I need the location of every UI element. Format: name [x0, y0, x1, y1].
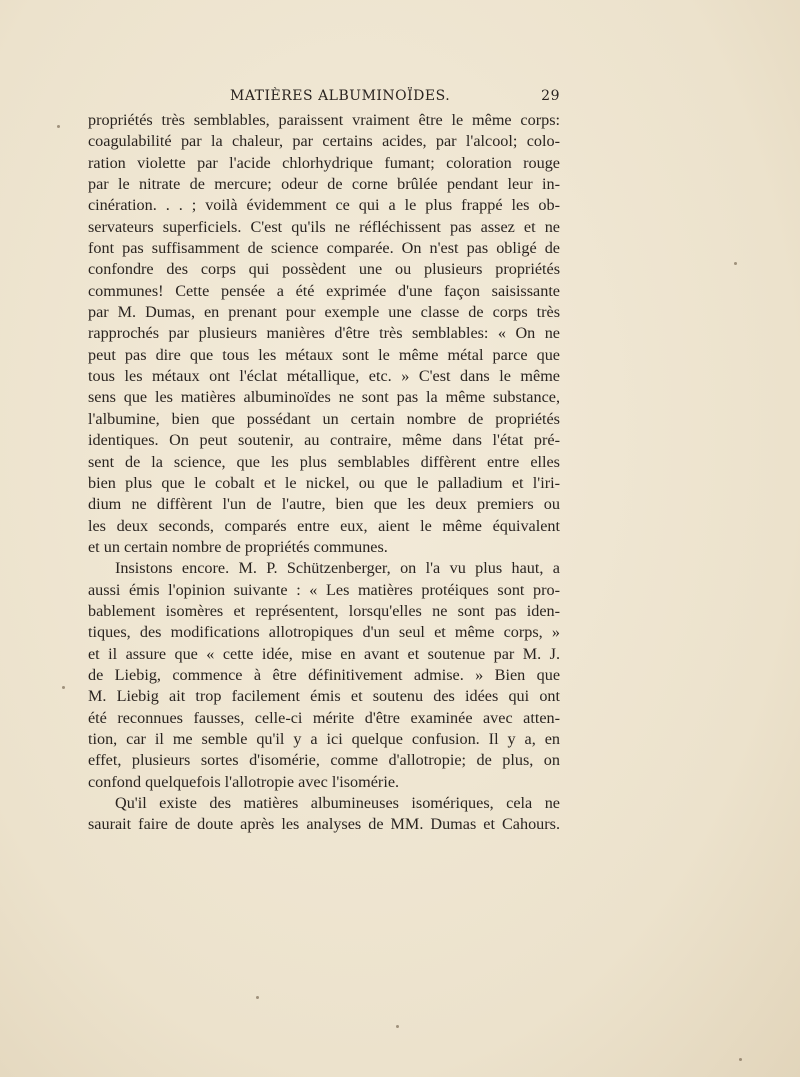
paper-speck [396, 1025, 399, 1028]
page-header [88, 88, 560, 108]
text-line: aussi émis l'opinion suivante : « Les matières protéiques sont pro- [88, 580, 560, 599]
running-head: MATIÈRES ALBUMINOÏDES. [230, 88, 451, 104]
paper-speck [57, 125, 60, 128]
text-line: et il assure que « cette idée, mise en avant et soutenue par M. J. [88, 644, 560, 663]
paper-speck [739, 1058, 742, 1061]
text-line: de Liebig, commence à être définitivement admise. » Bien que [88, 665, 560, 684]
text-line: confond quelquefois l'allotropie avec l'isomérie. [88, 772, 400, 791]
text-line: sens que les matières albuminoïdes ne sont pas la même substance, [88, 388, 560, 407]
text-line: propriétés très semblables, paraissent vraiment être le même corps: [88, 111, 560, 129]
text-line: bablement isomères et représentent, lorsqu'elles ne sont pas iden- [88, 601, 560, 620]
text-line: dium ne diffèrent l'un de l'autre, bien que les deux premiers ou [88, 495, 560, 514]
text-line: peut pas dire que tous les métaux sont le même métal parce que [88, 345, 560, 364]
text-line: les deux seconds, comparés entre eux, aient le même équivalent [88, 516, 560, 535]
text-line: Insistons encore. M. P. Schützenberger, on l'a vu plus haut, a [115, 559, 560, 578]
text-line: par le nitrate de mercure; odeur de corne brûlée pendant leur in- [88, 175, 560, 194]
text-line: font pas suffisamment de science comparée. On n'est pas obligé de [88, 239, 560, 258]
text-line: été reconnues fausses, celle-ci mérite d'être examinée avec atten- [88, 708, 560, 727]
text-line: M. Liebig ait trop facilement émis et soutenu des idées qui ont [88, 687, 560, 706]
text-line: l'albumine, bien que possédant un certain nombre de propriétés [88, 409, 560, 428]
paper-speck [256, 996, 259, 999]
text-line: tiques, des modifications allotropiques d'un seul et même corps, » [88, 623, 560, 642]
text-line: communes! Cette pensée a été exprimée d'une façon saisissante [88, 281, 560, 300]
page-number: 29 [541, 88, 560, 104]
text-line: ration violette par l'acide chlorhydrique fumant; coloration rouge [88, 153, 560, 172]
text-line: par M. Dumas, en prenant pour exemple une classe de corps très [88, 303, 560, 322]
text-line: tion, car il me semble qu'il y a ici quelque confusion. Il y a, en [88, 729, 560, 748]
text-line: bien plus que le cobalt et le nickel, ou que le palladium et l'iri- [88, 473, 560, 492]
text-line: tous les métaux ont l'éclat métallique, etc. » C'est dans le même [88, 367, 560, 386]
text-line: coagulabilité par la chaleur, par certains acides, par l'alcool; colo- [88, 132, 560, 151]
text-line: et un certain nombre de propriétés communes. [88, 537, 388, 556]
text-line: cinération. . . ; voilà évidemment ce qui a le plus frappé les ob- [88, 196, 560, 215]
text-line: confondre des corps qui possèdent une ou plusieurs propriétés [88, 260, 560, 279]
text-line: Qu'il existe des matières albumineuses isomériques, cela ne [115, 794, 560, 812]
text-line: sent de la science, que les plus semblables diffèrent entre elles [88, 452, 560, 471]
text-line: saurait faire de doute après les analyses de MM. Dumas et Cahours. [88, 815, 560, 834]
paper-speck [62, 686, 65, 689]
text-line: servateurs superficiels. C'est qu'ils ne réfléchissent pas assez et ne [88, 217, 560, 236]
body-text [88, 110, 560, 836]
text-line: effet, plusieurs sortes d'isomérie, comme d'allotropie; de plus, on [88, 751, 560, 770]
paper-speck [734, 262, 737, 265]
text-line: rapprochés par plusieurs manières d'être très semblables: « On ne [88, 324, 560, 343]
text-line: identiques. On peut soutenir, au contraire, même dans l'état pré- [88, 431, 560, 450]
